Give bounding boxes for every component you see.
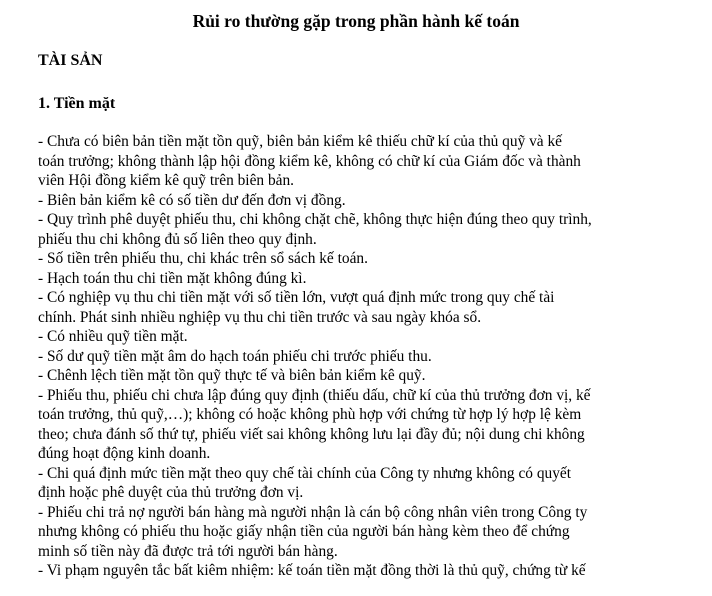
body-line: - Số dư quỹ tiền mặt âm do hạch toán phiếu chi trước phiếu thu.: [38, 347, 432, 365]
body-line: - Số tiền trên phiếu thu, chi khác trên sổ sách kế toán.: [38, 250, 368, 267]
body-line: viên Hội đồng kiểm kê quỹ trên biên bản.: [38, 172, 295, 189]
subsection-heading: 1. Tiền mặt: [38, 95, 116, 112]
body-line: - Vi phạm nguyên tắc bất kiêm nhiệm: kế toán tiền mặt đồng thời là thủ quỹ, chứng từ kế: [38, 562, 586, 579]
body-line: - Phiếu chi trả nợ người bán hàng mà người nhận là cán bộ công nhân viên trong Công ty: [38, 503, 588, 521]
body-line: theo; chưa đánh số thứ tự, phiếu viết sai không không lưu lại đầy đủ; nội dung chi không: [38, 425, 585, 443]
body-line: - Có nhiều quỹ tiền mặt.: [38, 328, 188, 345]
body-line: - Chi quá định mức tiền mặt theo quy chế tài chính của Công ty nhưng không có quyết: [38, 464, 572, 482]
body-line: chính. Phát sinh nhiều nghiệp vụ thu chi tiền trước và sau ngày khóa sổ.: [38, 308, 482, 326]
body-line: - Chênh lệch tiền mặt tồn quỹ thực tế và biên bản kiểm kê quỹ.: [38, 367, 426, 384]
body-line: - Biên bản kiểm kê có số tiền dư đến đơn vị đồng.: [38, 191, 346, 209]
body-line: toán trưởng, thủ quỹ,…); không có hoặc không phù hợp với chứng từ hợp lý hợp lệ kèm: [38, 406, 582, 423]
body-line: định hoặc phê duyệt của thủ trưởng đơn vị.: [38, 484, 304, 501]
body-line: - Quy trình phê duyệt phiếu thu, chi không chặt chẽ, không thực hiện đúng theo quy trình,: [38, 211, 592, 228]
body-line: - Có nghiệp vụ thu chi tiền mặt với số tiền lớn, vượt quá định mức trong quy chế tài: [38, 289, 555, 306]
body-line: phiếu thu chi không đủ số liên theo quy định.: [38, 230, 317, 248]
body-line: - Phiếu thu, phiếu chi chưa lập đúng quy định (thiếu dấu, chữ kí của thủ trưởng đơn vị, kế: [38, 386, 591, 404]
document-body: [38, 132, 698, 596]
body-line: đúng hoạt động kinh doanh.: [38, 445, 211, 462]
body-line: toán trưởng; không thành lập hội đồng kiểm kê, không có chữ kí của Giám đốc và thành: [38, 152, 581, 170]
body-line: - Chưa có biên bản tiền mặt tồn quỹ, biên bản kiểm kê thiếu chữ kí của thủ quỹ và kế: [38, 133, 563, 150]
document-title: Rủi ro thường gặp trong phần hành kế toán: [192, 11, 520, 31]
body-line: minh số tiền này đã được trả tới người bán hàng.: [38, 542, 338, 560]
section-heading: TÀI SẢN: [38, 52, 103, 69]
body-line: nhưng không có phiếu thu hoặc giấy nhận tiền của người bán hàng kèm theo để chứng: [38, 523, 570, 540]
body-line: - Hạch toán thu chi tiền mặt không đúng kì.: [38, 269, 307, 287]
